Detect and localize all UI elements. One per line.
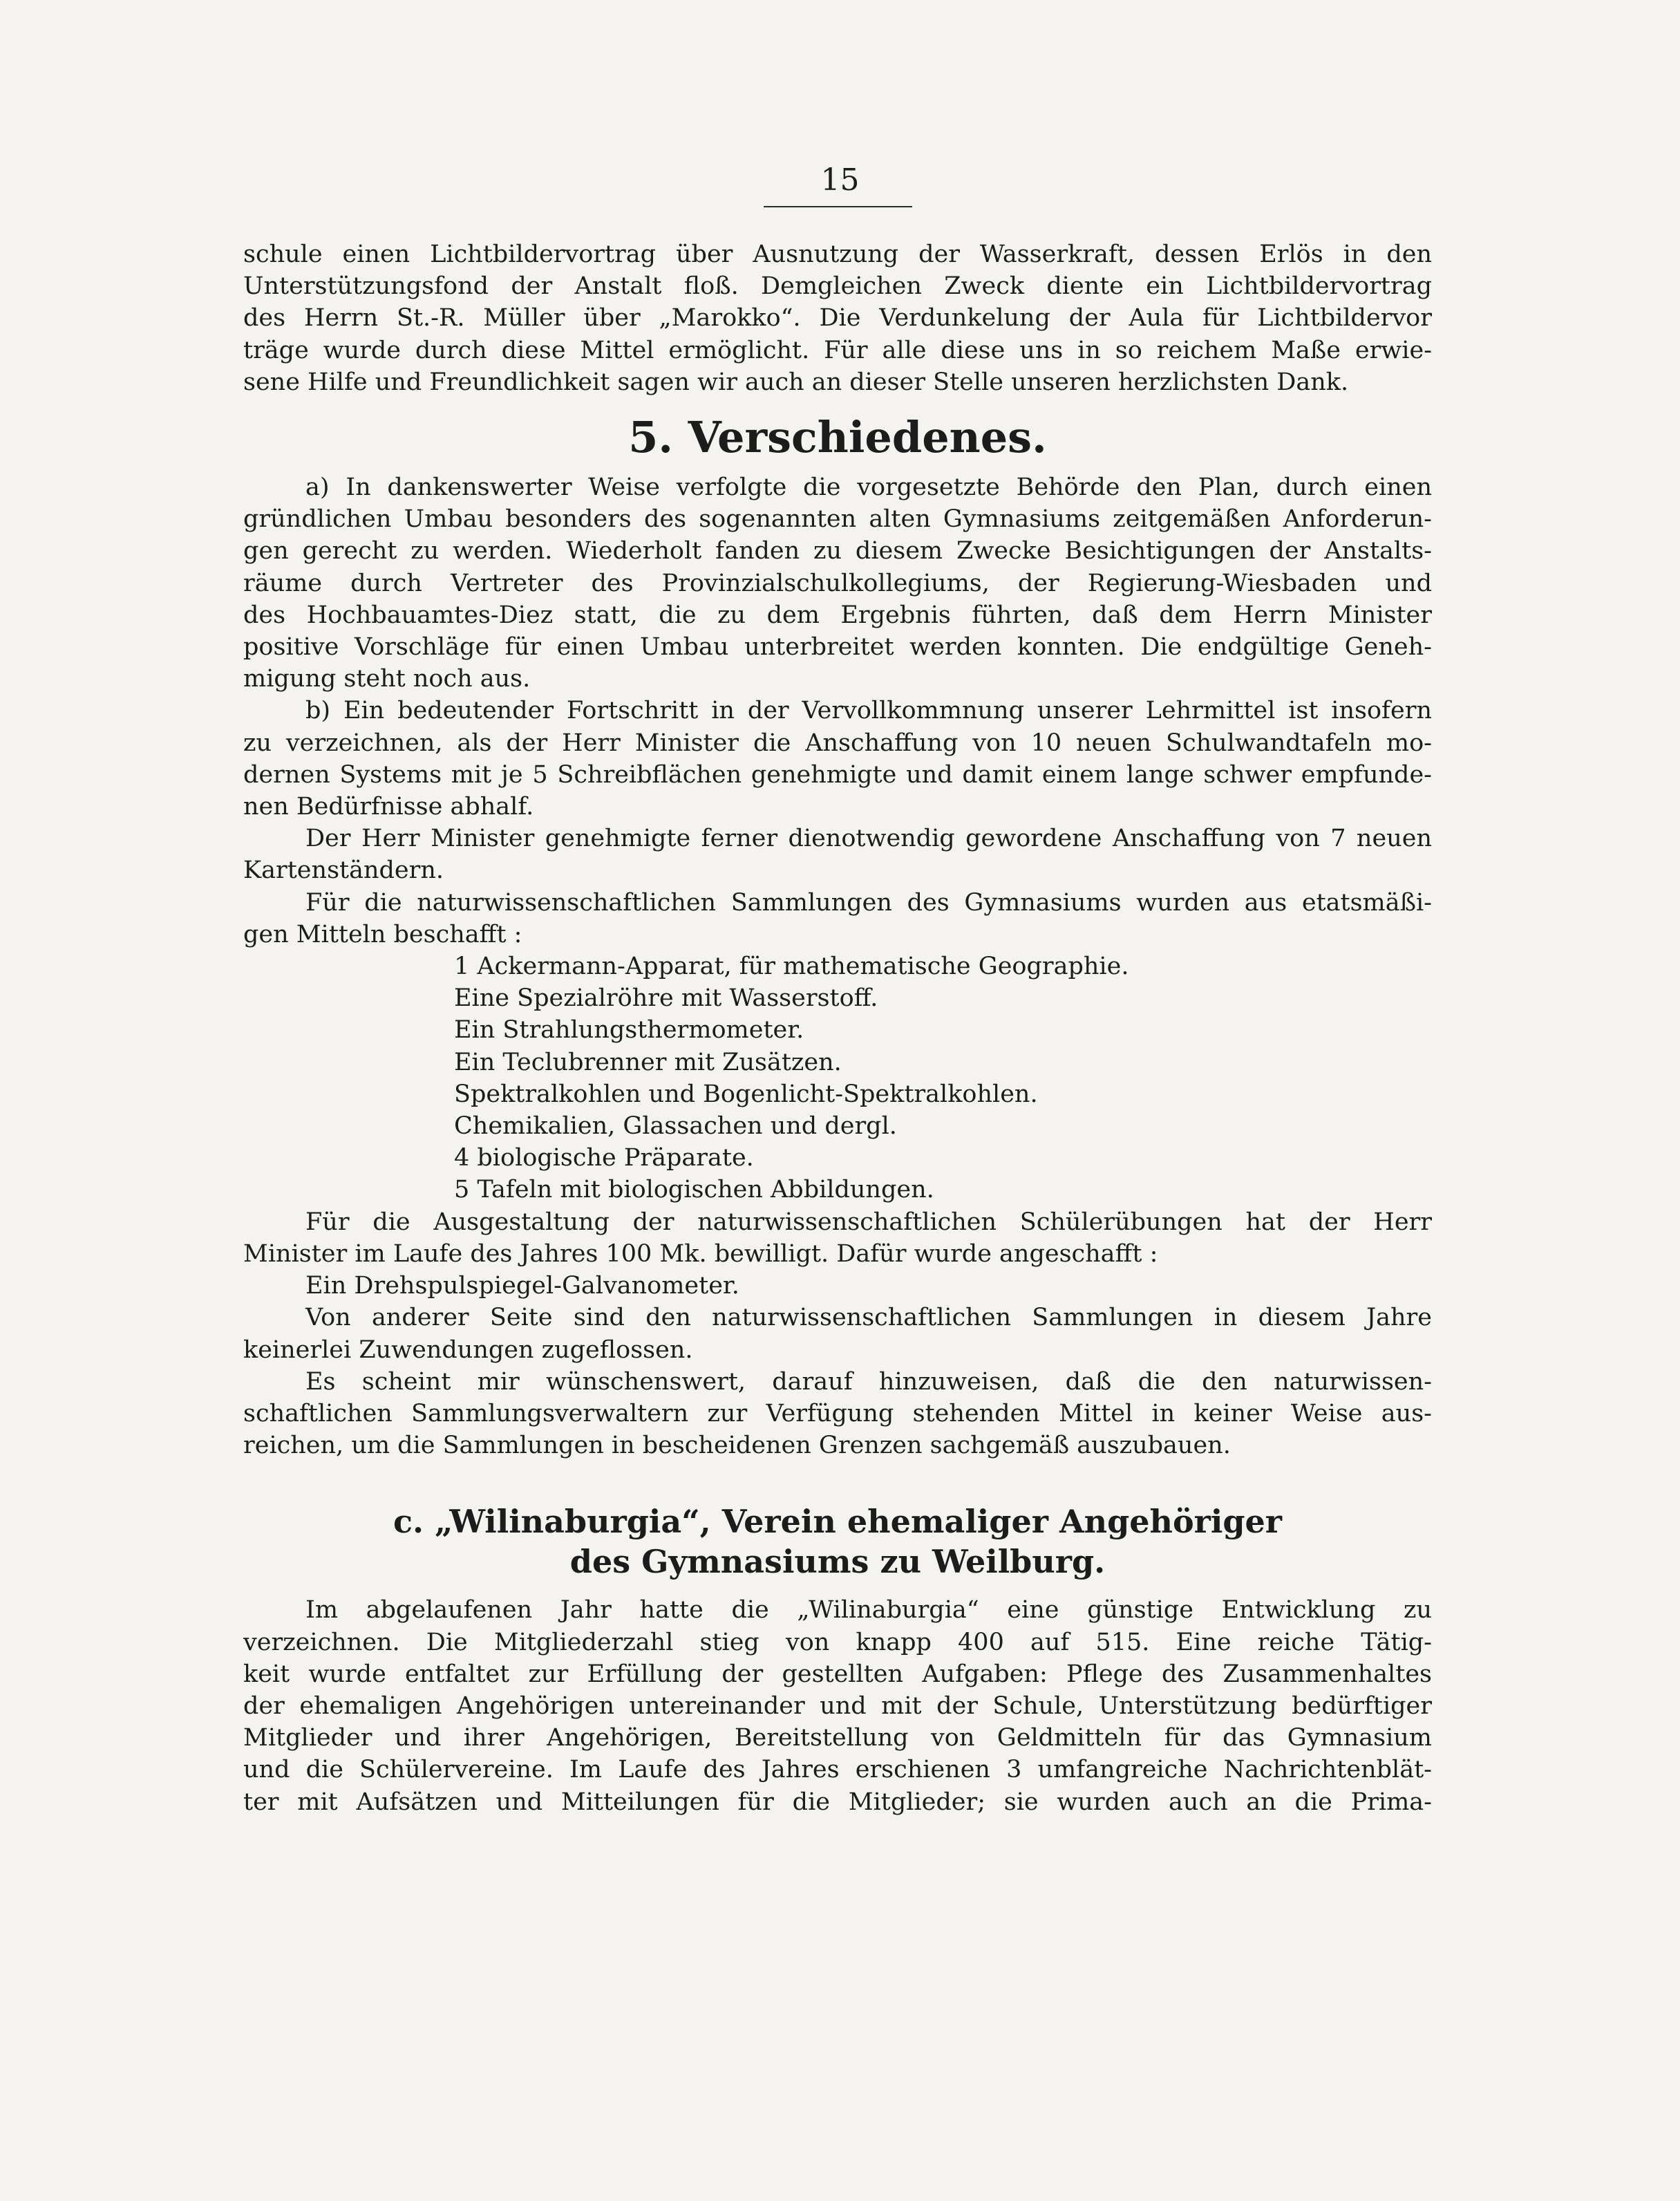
text-line: b) Ein bedeutender Fortschritt in der Vervollkommnung unserer Lehrmittel ist insofern <box>305 697 1432 725</box>
text-line: Unterstützungsfond der Anstalt floß. Demgleichen Zweck diente ein Lichtbildervortrag <box>243 272 1432 301</box>
subsection-heading-line-1: c. „Wilinaburgia“, Verein ehemaliger Angehöriger <box>393 1503 1283 1541</box>
list-item: Spektralkohlen und Bogenlicht-Spektralkohlen. <box>454 1080 1038 1108</box>
text-line: verzeichnen. Die Mitgliederzahl stieg von knapp 400 auf 515. Eine reiche Tätig- <box>243 1628 1432 1656</box>
paragraph-zuwendungen <box>243 1302 1432 1365</box>
list-item: Chemikalien, Glassachen und dergl. <box>454 1112 897 1141</box>
text-line: träge wurde durch diese Mittel ermöglicht. Für alle diese uns in so reichem Maße erwie- <box>243 336 1432 364</box>
text-line: migung steht noch aus. <box>243 665 531 693</box>
text-line: Es scheint mir wünschenswert, darauf hinzuweisen, daß die den naturwissen- <box>305 1367 1432 1396</box>
list-item: 5 Tafeln mit biologischen Abbildungen. <box>454 1176 934 1204</box>
text-line: Für die naturwissenschaftlichen Sammlungen des Gymnasiums wurden aus etatsmäßi- <box>305 888 1432 917</box>
text-line: dernen Systems mit je 5 Schreibflächen genehmigte und damit einem lange schwer empfunde- <box>243 760 1432 789</box>
paragraph-schueleruebungen <box>243 1206 1432 1302</box>
text-line: positive Vorschläge für einen Umbau unterbreitet werden konnten. Die endgültige Geneh- <box>243 633 1432 662</box>
text-line: schaftlichen Sammlungsverwaltern zur Verfügung stehenden Mittel in keiner Weise aus- <box>243 1399 1432 1427</box>
list-item: 4 biologische Präparate. <box>454 1144 754 1172</box>
text-line: ter mit Aufsätzen und Mitteilungen für die Mitglieder; sie wurden auch an die Prima- <box>243 1788 1432 1816</box>
acquisition-list <box>243 950 1432 1206</box>
text-line: und die Schülervereine. Im Laufe des Jahres erschienen 3 umfangreiche Nachrichtenblät- <box>243 1756 1432 1784</box>
text-line: zu verzeichnen, als der Herr Minister die Anschaffung von 10 neuen Schulwandtafeln mo- <box>243 729 1432 757</box>
page-body <box>243 238 1432 1818</box>
text-line: des Hochbauamtes-Diez statt, die zu dem Ergebnis führten, daß dem Herrn Minister <box>243 601 1432 629</box>
text-line: Im abgelaufenen Jahr hatte die „Wilinaburgia“ eine günstige Entwicklung zu <box>305 1596 1432 1624</box>
list-item: Eine Spezialröhre mit Wasserstoff. <box>454 984 878 1013</box>
text-line: der ehemaligen Angehörigen untereinander und mit der Schule, Unterstützung bedürftiger <box>243 1692 1432 1720</box>
subsection-heading <box>243 1501 1432 1582</box>
text-line: Mitglieder und ihrer Angehörigen, Bereitstellung von Geldmitteln für das Gymnasium <box>243 1724 1432 1752</box>
text-line: gen gerecht zu werden. Wiederholt fanden zu diesem Zwecke Besichtigungen der Anstalts- <box>243 537 1432 565</box>
text-line: Von anderer Seite sind den naturwissenschaftlichen Sammlungen in diesem Jahre <box>305 1304 1432 1332</box>
text-line: schule einen Lichtbildervortrag über Ausnutzung der Wasserkraft, dessen Erlös in den <box>243 241 1432 268</box>
text-line: nen Bedürfnisse abhalf. <box>243 793 534 821</box>
text-line: Der Herr Minister genehmigte ferner dienotwendig gewordene Anschaffung von 7 neuen <box>305 825 1432 853</box>
paragraph-kartenstaender <box>243 823 1432 886</box>
spacer <box>243 1582 1432 1594</box>
paragraph-wilinaburgia <box>243 1594 1432 1817</box>
list-item: Ein Strahlungsthermometer. <box>454 1016 804 1045</box>
text-line: des Herrn St.-R. Müller über „Marokko“. Die Verdunkelung der Aula für Lichtbildervor <box>243 304 1432 333</box>
text-line: Kartenständern. <box>243 856 444 885</box>
page-number-rule <box>764 206 912 207</box>
text-line: sene Hilfe und Freundlichkeit sagen wir auch an dieser Stelle unseren herzlichsten Dank. <box>243 368 1349 396</box>
text-line: keinerlei Zuwendungen zugeflossen. <box>243 1336 693 1364</box>
list-item: Ein Teclubrenner mit Zusätzen. <box>454 1048 842 1076</box>
text-line: Minister im Laufe des Jahres 100 Mk. bewilligt. Dafür wurde angeschafft : <box>243 1239 1158 1268</box>
list-item: 1 Ackermann-Apparat, für mathematische Geographie. <box>454 953 1129 981</box>
text-line: gen Mitteln beschafft : <box>243 920 522 948</box>
page-number: 15 <box>820 162 860 198</box>
text-line: keit wurde entfaltet zur Erfüllung der gestellten Aufgaben: Pflege des Zusammenhaltes <box>243 1660 1432 1688</box>
subsection-heading-line-2: des Gymnasiums zu Weilburg. <box>569 1543 1106 1581</box>
list-item: Ein Drehspulspiegel-Galvanometer. <box>305 1272 739 1300</box>
text-line: Für die Ausgestaltung der naturwissenschaftlichen Schülerübungen hat der Herr <box>305 1208 1432 1236</box>
paragraph-sammlungen <box>243 887 1432 950</box>
text-line: räume durch Vertreter des Provinzialschulkollegiums, der Regierung-Wiesbaden und <box>243 569 1432 597</box>
spacer <box>243 1461 1432 1501</box>
paragraph-hinweis <box>243 1366 1432 1462</box>
paragraph-top <box>243 238 1432 398</box>
section-heading: 5. Verschiedenes. <box>628 412 1047 463</box>
text-line: a) In dankenswerter Weise verfolgte die vorgesetzte Behörde den Plan, durch einen <box>305 474 1432 502</box>
text-line: gründlichen Umbau besonders des sogenannten alten Gymnasiums zeitgemäßen Anforderun- <box>243 505 1432 534</box>
paragraph-a <box>243 471 1432 695</box>
paragraph-b <box>243 695 1432 823</box>
text-line: reichen, um die Sammlungen in bescheidenen Grenzen sachgemäß auszubauen. <box>243 1432 1231 1460</box>
